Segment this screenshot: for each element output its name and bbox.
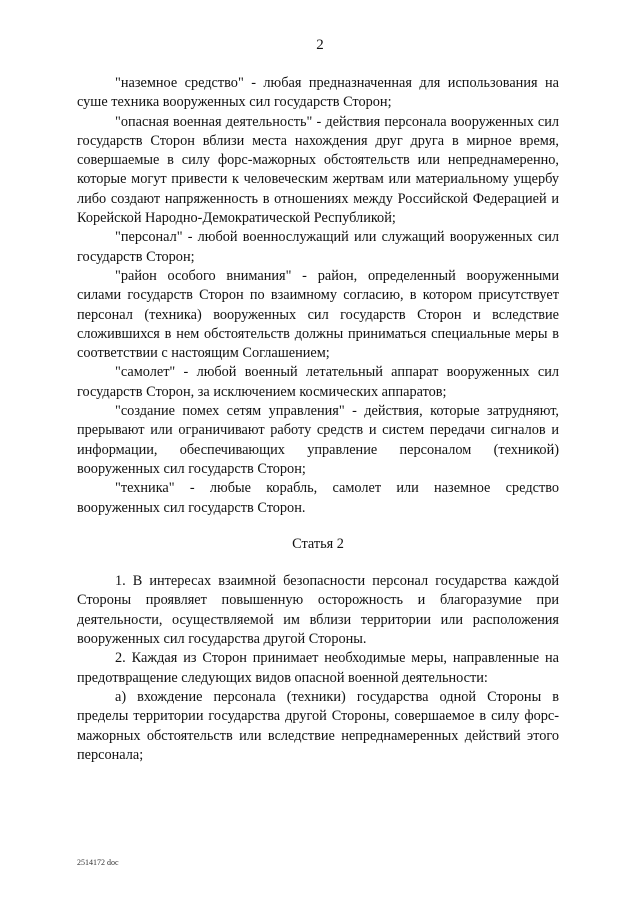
definition-paragraph: "наземное средство" - любая предназначенная для использования на суше техника вооруженных сил государств Сторон; <box>77 75 559 111</box>
definition-paragraph: "техника" - любые корабль, самолет или наземное средство вооруженных сил государств Сторон. <box>77 480 559 516</box>
definition-paragraph: "самолет" - любой военный летательный аппарат вооруженных сил государств Сторон, за исключением космических аппаратов; <box>77 364 559 400</box>
article-paragraph: 1. В интересах взаимной безопасности персонал государства каждой Стороны проявляет повышенную осторожность и благоразумие при деятельности, осуществляемой им вблизи территории или расположения вооруженных сил государства другой Стороны. <box>77 573 559 648</box>
definition-paragraph: "создание помех сетям управления" - действия, которые затрудняют, прерывают или ограничивают работу средств и систем передачи сигналов и информации, обеспечивающих управление персоналом (техникой) вооруженных сил государств Сторон; <box>77 403 559 477</box>
article-heading: Статья 2 <box>292 535 344 552</box>
page-number: 2 <box>316 37 324 53</box>
article-paragraph: а) вхождение персонала (техники) государства одной Стороны в пределы территории государства другой Стороны, совершаемое в силу форс-мажорных обстоятельств или вследствие непреднамеренных действий этого персонала; <box>77 688 559 763</box>
article-paragraph: 2. Каждая из Сторон принимает необходимые меры, направленные на предотвращение следующих видов опасной военной деятельности: <box>77 650 559 686</box>
definition-paragraph: "персонал" - любой военнослужащий или служащий вооруженных сил государств Сторон; <box>77 229 559 265</box>
document-footer-code: 2514172 doc <box>77 858 119 867</box>
definition-paragraph: "район особого внимания" - район, определенный вооруженными силами государств Сторон по взаимному согласию, в котором присутствует персонал (техника) вооруженных сил государств Сторон и вследствие сложившихся в нем обстоятельств должны приниматься специальные меры в соответствии с настоящим Соглашением; <box>77 267 559 362</box>
document-body <box>77 74 559 765</box>
definition-paragraph: "опасная военная деятельность" - действия персонала вооруженных сил государств Сторон вблизи места нахождения друг друга в мирное время, совершаемые в силу форс-мажорных обстоятельств или непреднамеренно, которые могут привести к человеческим жертвам или материальному ущербу либо создают напряженность в отношениях между Российской Федерацией и Корейской Народно-Демократической Республикой; <box>77 113 559 227</box>
